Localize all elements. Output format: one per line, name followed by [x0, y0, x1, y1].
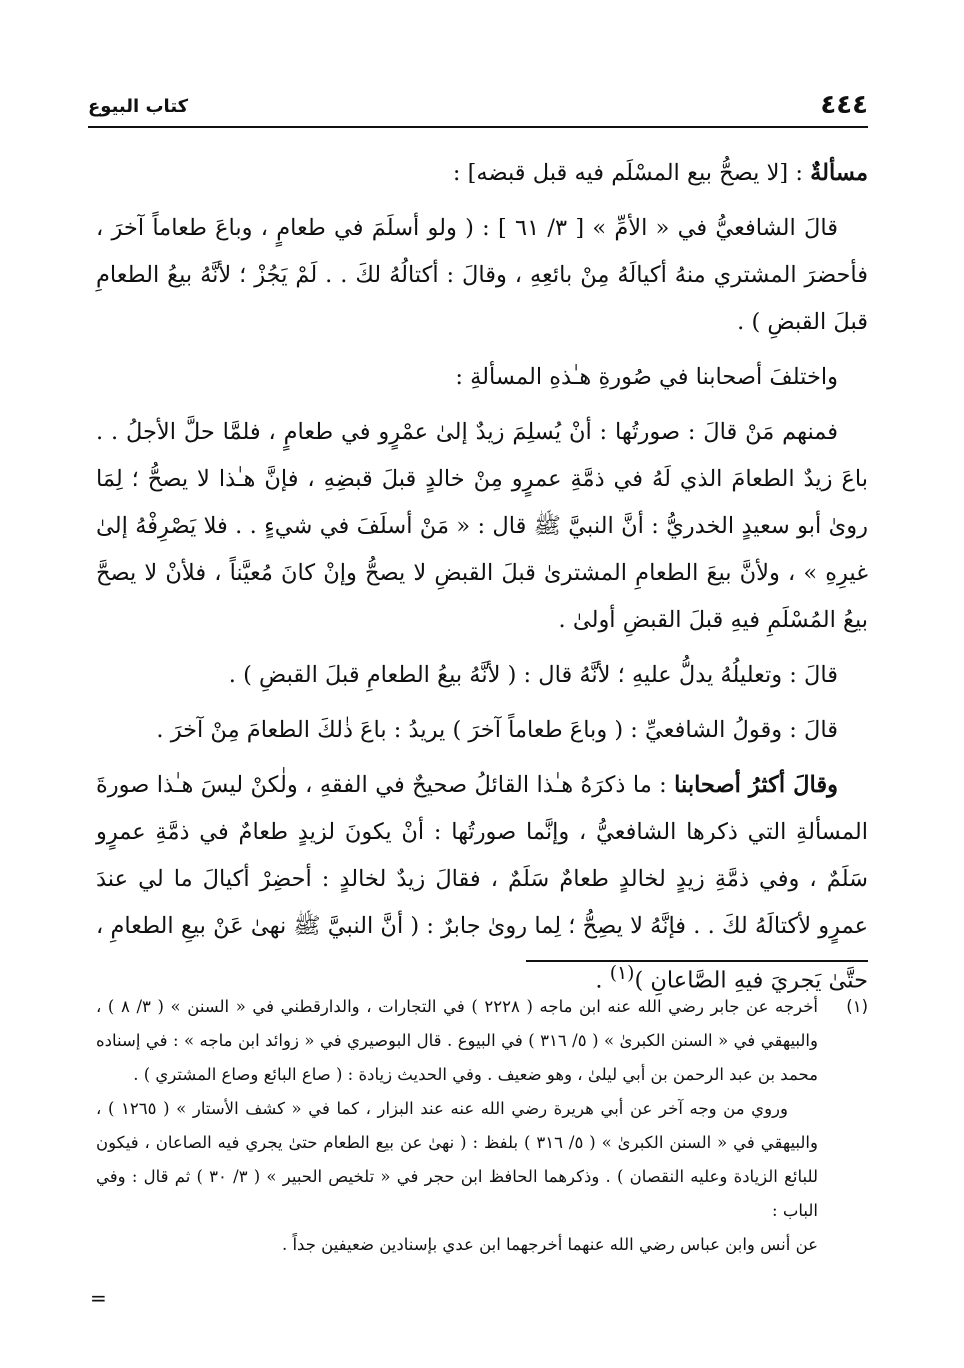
shafii-saying-paragraph: قالَ : وقولُ الشافعيِّ : ( وباعَ طعاماً آخرَ ) يريدُ : باعَ ذٰلكَ الطعامَ مِنْ آخرَ . [156, 717, 838, 743]
issue-heading: مسألةٌ [810, 160, 868, 186]
footnote-1 [96, 990, 868, 1262]
shafii-quote-paragraph: قالَ الشافعيُّ في « الأمِّ » [ ٣/ ٦١ ] : ( ولو أسلَمَ في طعامٍ ، وباعَ طعاماً آخرَ ، فأحضرَ المشتري منهُ أكيالَهُ مِنْ بائعِهِ ، وقالَ : أكتالُهُ لكَ . . لَمْ يَجُزْ ؛ لأنَّهُ بيعُ الطعامِ قبلَ القبضِ ) . [96, 215, 868, 335]
issue-heading-paragraph [96, 150, 868, 197]
footnotes [96, 990, 868, 1262]
first-view-paragraph: فمنهم مَنْ قالَ : صورتُها : أنْ يُسلِمَ زيدٌ إلىٰ عمْرٍو في طعامٍ ، فلمَّا حلَّ الأجلُ . . باعَ زيدٌ الطعامَ الذي لَهُ في ذمَّةِ عمرٍو مِنْ خالدٍ قبلَ قبضِهِ ، فإنَّ هـٰذا لا يصحُّ ؛ لِمَا روىٰ أبو سعيدٍ الخدريُّ : أنَّ النبيَّ ﷺ قال : « مَنْ أسلَفَ في شيءٍ . . فلا يَصْرِفْهُ إلىٰ غيرِهِ » ، ولأنَّ بيعَ الطعامِ المشترىٰ قبلَ القبضِ لا يصحُّ وإنْ كانَ مُعيَّناً ، فلأنْ لا يصحَّ بيعُ المُسْلَمِ فيهِ قبلَ القبضِ أولىٰ . [96, 419, 868, 633]
header-rule [88, 126, 868, 128]
majority-heading: وقالَ أكثرُ أصحابنا [674, 772, 839, 798]
page-number: ٤٤٤ [820, 90, 868, 120]
main-text [96, 150, 868, 1005]
footnote-text: وروي من وجه آخر عن أبي هريرة رضي الله عنه عند البزار ، كما في « كشف الأستار » ( ١٢٦٥ ) ، والبيهقي في « السنن الكبرىٰ » ( ٥/ ٣١٦ ) بلفظ : ( نهىٰ عن بيع الطعام حتىٰ يجري فيه الصاعان ، فيكون للبائع الزيادة وعليه النقصان ) . وذكرهما الحافظ ابن حجر في « تلخيص الحبير » ( ٣/ ٣٠ ) ثم قال : وفي الباب : [96, 1099, 818, 1220]
page-header [88, 88, 868, 128]
issue-title: : [لا يصحُّ بيع المسْلَم فيه قبل قبضه] : [452, 160, 811, 186]
majority-text-end: . [595, 967, 610, 994]
footnote-text: عن أنس وابن عباس رضي الله عنهما أخرجهما ابن عدي بإسنادين ضعيفين جداً . [281, 1235, 818, 1254]
footnote-separator [526, 960, 868, 962]
running-title: كتاب البيوع [88, 96, 189, 117]
continuation-mark: = [90, 1286, 107, 1310]
majority-view-paragraph [96, 762, 868, 1005]
footnote-marker: (١) [846, 997, 868, 1016]
footnote-text: أخرجه عن جابر رضي الله عنه ابن ماجه ( ٢٢٢٨ ) في التجارات ، والدارقطني في « السنن » ( ٣/ ٨ ) ، والبيهقي في « السنن الكبرىٰ » ( ٥/ ٣١٦ ) في البيوع . قال البوصيري في « زوائد ابن ماجه » : في إسناده محمد بن عبد الرحمن بن أبي ليلىٰ ، وهو ضعيف . وفي الحديث زيادة : ( صاع البائع وصاع المشتري ) . [96, 997, 818, 1084]
footnote-reference[interactable]: (١) [609, 963, 635, 984]
majority-text: : ما ذكرَهُ هـٰذا القائلُ صحيحٌ في الفقهِ ، ولٰكنْ ليسَ هـٰذا صورةَ المسألةِ التي ذكرها الشافعيُّ ، وإنَّما صورتُها : أنْ يكونَ لزيدٍ طعامٌ في ذمَّةِ عمرٍو سَلَمٌ ، وفي ذمَّةِ زيدٍ لخالدٍ طعامٌ سَلَمٌ ، فقالَ زيدٌ لخالدٍ : أحضِرْ أكيالَ ما لي عندَ عمرٍو لأكتالَهُ لكَ . . فإنَّهُ لا يصِحُّ ؛ لِما روىٰ جابرٌ : ( أنَّ النبيَّ ﷺ نهىٰ عَنْ بيعِ الطعامِ ، حتَّىٰ يَجريَ فيهِ الصَّاعانِ ) [96, 772, 868, 994]
reasoning-paragraph: قالَ : وتعليلُهُ يدلُّ عليهِ ؛ لأنَّهُ قال : ( لأنَّهُ بيعُ الطعامِ قبلَ القبضِ ) . [228, 662, 838, 688]
disagreement-paragraph: واختلفَ أصحابنا في صُورةِ هـٰذهِ المسألةِ : [455, 364, 838, 390]
